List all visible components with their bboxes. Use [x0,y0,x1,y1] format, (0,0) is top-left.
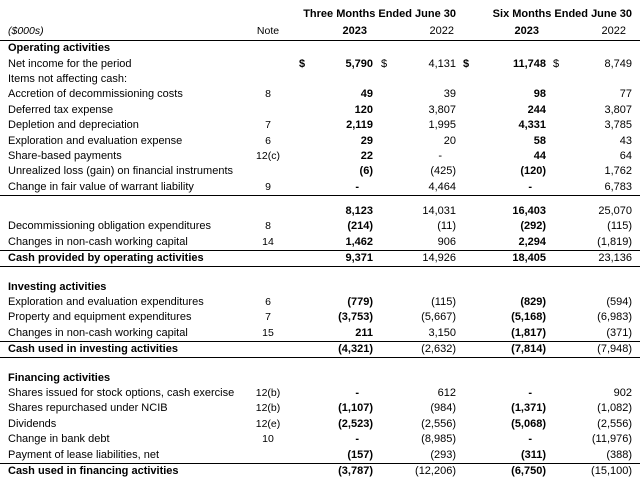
amount: (371) [606,326,633,339]
value-cell [378,149,460,164]
value-cell [296,41,378,57]
value-cell [378,180,460,196]
value-cell [460,386,550,401]
amount: 3,785 [604,119,633,132]
amount: 3,807 [428,103,457,116]
value-cell [460,370,550,385]
six-months-group-header: Six Months Ended June 30 [492,7,633,20]
amount: (2,632) [421,343,457,356]
amount: (1,819) [597,235,633,248]
amount: (4,321) [338,343,373,356]
table-row [0,251,640,267]
value-cell [296,342,378,358]
dollar-sign: $ [553,57,560,70]
value-cell [296,87,378,102]
table-row [0,279,640,294]
amount: 5,790 [345,57,373,70]
amount: 3,150 [428,326,457,339]
value-cell [378,87,460,102]
amount: 11,748 [512,57,547,70]
note-reference: 12(b) [255,402,281,415]
amount: (1,817) [511,326,547,339]
spacer-cell [0,267,640,280]
value-cell [378,432,460,447]
amount: (594) [606,296,633,309]
note-reference [240,204,296,219]
row-label: Operating activities [8,42,111,55]
value-cell [378,370,460,385]
row-label: Changes in non-cash working capital [0,235,240,251]
amount: 14,031 [422,205,457,218]
year-header-3m-2023: 2023 [296,22,378,41]
note-reference [240,463,296,479]
value-cell [378,56,460,71]
value-cell [378,41,460,57]
table-row [0,326,640,342]
value-cell [378,295,460,310]
note-reference: 7 [265,119,271,132]
table-row [0,310,640,325]
amount: (425) [430,165,457,178]
table-row [0,342,640,358]
value-cell [296,447,378,463]
amount: - [438,149,443,162]
amount: 14,926 [422,252,457,265]
value-cell [296,56,378,71]
value-cell [460,204,550,219]
value-cell [460,279,550,294]
value-cell [460,180,550,196]
table-row [0,370,640,385]
amount: (12,206) [415,464,457,477]
value-cell [296,72,378,87]
row-label: Shares repurchased under NCIB [8,402,168,415]
units-label: ($000s) [0,22,240,41]
amount: (7,948) [597,343,633,356]
spacer-row [0,195,640,204]
note-reference [240,279,296,294]
value-cell [378,447,460,463]
row-label: Shares issued for stock options, cash exercise [8,387,235,399]
value-cell [296,219,378,234]
row-label: Accretion of decommissioning costs [8,88,183,101]
amount: 23,136 [598,252,633,265]
value-cell [378,219,460,234]
value-cell [460,251,550,267]
value-cell [460,235,550,251]
row-label: Change in fair value of warrant liability [0,180,240,196]
amount: 4,464 [428,180,457,193]
amount: 9,371 [345,252,373,265]
header-spacer [0,6,240,22]
value-cell [296,133,378,148]
amount: (5,168) [511,311,547,324]
amount: 906 [437,235,457,248]
amount: (157) [347,448,373,461]
dollar-sign: $ [381,57,388,70]
amount: 4,131 [428,57,457,70]
amount: 77 [619,88,633,101]
amount: (3,753) [338,311,373,324]
three-months-group-header: Three Months Ended June 30 [303,7,457,20]
amount: - [355,180,359,193]
value-cell [550,180,640,196]
amount: (984) [430,402,457,415]
value-cell [550,41,640,57]
table-row [0,295,640,310]
amount: (115) [431,296,457,309]
amount: (829) [520,296,547,309]
value-cell [550,447,640,463]
amount: 902 [613,387,633,399]
value-cell [460,219,550,234]
amount: 16,403 [512,205,547,218]
value-cell [550,133,640,148]
table-row [0,56,640,71]
row-label: Depletion and depreciation [8,119,139,132]
value-cell [378,463,460,479]
amount: 4,331 [518,119,547,132]
value-cell [550,417,640,432]
note-reference [240,342,296,358]
value-cell [296,386,378,401]
value-cell [296,204,378,219]
note-reference: 14 [240,235,296,251]
note-reference: 8 [265,220,271,233]
table-row [0,164,640,179]
note-reference: 7 [265,311,271,324]
value-cell [378,235,460,251]
value-cell [460,432,550,447]
table-body [0,41,640,479]
note-reference [240,447,296,463]
table-row [0,401,640,416]
value-cell [460,310,550,325]
value-cell [296,118,378,133]
row-label: Exploration and evaluation expense [8,134,183,147]
table-row [0,386,640,401]
amount: - [355,387,359,399]
amount: (779) [347,296,373,309]
amount: (2,523) [338,417,373,430]
amount: (2,556) [421,417,457,430]
value-cell [296,432,378,447]
note-reference [240,251,296,267]
note-reference [240,41,296,57]
amount: 1,762 [604,165,633,178]
value-cell [460,118,550,133]
value-cell [550,463,640,479]
row-label: Property and equipment expenditures [8,311,192,324]
value-cell [378,401,460,416]
value-cell [296,326,378,342]
amount: 39 [443,88,457,101]
table-row [0,219,640,234]
note-reference [240,103,296,118]
note-column-header: Note [240,22,296,41]
value-cell [460,103,550,118]
value-cell [550,56,640,71]
value-cell [550,204,640,219]
amount: (1,371) [511,402,547,415]
value-cell [460,295,550,310]
value-cell [296,295,378,310]
note-reference: 6 [265,296,271,309]
value-cell [296,370,378,385]
spacer-cell [0,358,640,371]
amount: (120) [520,165,547,178]
amount: (3,787) [338,464,373,477]
value-cell [460,463,550,479]
value-cell [550,235,640,251]
value-cell [550,370,640,385]
row-label: Payment of lease liabilities, net [0,447,240,463]
row-label [0,204,240,219]
note-reference: 12(b) [255,387,281,399]
note-reference: 9 [240,180,296,196]
amount: 20 [443,134,457,147]
amount: (6) [359,165,373,178]
amount: 25,070 [598,205,633,218]
row-label: Share-based payments [8,149,122,162]
amount: 8,749 [604,57,633,70]
dollar-sign: $ [299,57,306,70]
value-cell [550,87,640,102]
spacer-row [0,267,640,280]
value-cell [378,118,460,133]
year-header-3m-2022: 2022 [378,22,460,41]
amount: (11) [437,220,457,233]
amount: 8,123 [345,205,373,218]
note-reference [240,164,296,179]
amount: (2,556) [597,417,633,430]
note-reference: 15 [240,326,296,342]
value-cell [550,342,640,358]
amount: 44 [533,149,547,162]
value-cell [378,279,460,294]
value-cell [460,72,550,87]
value-cell [460,417,550,432]
note-reference [240,72,296,87]
value-cell [550,295,640,310]
table-row [0,463,640,479]
amount: - [528,180,533,193]
amount: 18,405 [512,252,547,265]
value-cell [460,87,550,102]
row-label: Financing activities [8,371,111,384]
amount: 43 [619,134,633,147]
value-cell [378,310,460,325]
spacer-row [0,358,640,371]
amount: (5,068) [511,417,547,430]
value-cell [378,386,460,401]
amount: 98 [533,88,547,101]
value-cell [550,72,640,87]
row-label: Unrealized loss (gain) on financial instruments [8,165,233,178]
table-row [0,417,640,432]
value-cell [378,103,460,118]
period-group-header-row [0,6,640,22]
row-label: Investing activities [8,280,107,293]
table-row [0,72,640,87]
amount: 612 [437,387,457,399]
amount: 211 [355,326,373,339]
table-row [0,180,640,196]
value-cell [296,463,378,479]
dollar-sign: $ [463,57,470,70]
value-cell [550,149,640,164]
amount: - [528,433,533,446]
value-cell [550,219,640,234]
amount: (388) [606,448,633,461]
amount: 49 [360,88,373,101]
value-cell [460,41,550,57]
note-reference [240,56,296,71]
note-reference: 8 [265,88,271,101]
amount: 58 [533,134,547,147]
row-label: Exploration and evaluation expenditures [8,296,204,309]
row-label: Decommissioning obligation expenditures [8,220,212,233]
amount: 3,807 [604,103,633,116]
note-reference: 10 [262,433,274,446]
amount: 1,462 [345,235,373,248]
amount: (311) [520,448,547,461]
table-row [0,118,640,133]
value-cell [460,164,550,179]
year-header-6m-2022: 2022 [550,22,640,41]
amount: 2,294 [518,235,547,248]
amount: 244 [527,103,547,116]
table-row [0,87,640,102]
amount: (6,983) [597,311,633,324]
amount: 6,783 [604,180,633,193]
amount: (7,814) [511,343,547,356]
amount: - [355,433,359,446]
value-cell [550,164,640,179]
amount: 22 [360,149,373,162]
value-cell [550,103,640,118]
value-cell [296,251,378,267]
row-label: Items not affecting cash: [8,72,128,85]
amount: (214) [347,220,373,233]
amount: - [528,387,533,399]
row-label: Net income for the period [8,57,132,70]
amount: (1,107) [338,402,373,415]
value-cell [460,149,550,164]
amount: (6,750) [511,464,547,477]
value-cell [296,235,378,251]
note-reference: 6 [265,134,271,147]
column-header-row [0,22,640,41]
note-reference [240,370,296,385]
value-cell [296,103,378,118]
row-label: Change in bank debt [8,433,110,446]
table-row [0,41,640,57]
value-cell [378,417,460,432]
value-cell [550,401,640,416]
value-cell [460,133,550,148]
value-cell [296,401,378,416]
note-reference: 12(c) [256,149,280,162]
value-cell [296,164,378,179]
value-cell [460,342,550,358]
table-row [0,432,640,447]
amount: (292) [520,220,547,233]
table-row [0,149,640,164]
table-row [0,447,640,463]
cash-flow-statement-table [0,6,640,479]
amount: (115) [607,220,633,233]
value-cell [550,326,640,342]
value-cell [378,204,460,219]
amount: 29 [360,134,373,147]
value-cell [460,447,550,463]
value-cell [296,180,378,196]
value-cell [378,326,460,342]
value-cell [378,133,460,148]
value-cell [296,279,378,294]
value-cell [460,401,550,416]
amount: (11,976) [591,433,633,446]
row-label: Changes in non-cash working capital [0,326,240,342]
year-header-6m-2023: 2023 [460,22,550,41]
value-cell [296,310,378,325]
value-cell [550,432,640,447]
row-label: Cash used in investing activities [0,342,240,358]
value-cell [550,279,640,294]
value-cell [460,326,550,342]
value-cell [550,310,640,325]
row-label: Dividends [8,417,57,430]
table-row [0,103,640,118]
value-cell [378,342,460,358]
amount: 1,995 [428,119,457,132]
table-row [0,235,640,251]
spacer-cell [0,195,640,204]
note-reference: 12(e) [255,417,281,430]
amount: (293) [430,448,457,461]
amount: 120 [354,103,373,116]
amount: 2,119 [346,119,373,132]
table-row [0,133,640,148]
value-cell [296,417,378,432]
row-label: Deferred tax expense [8,103,114,116]
value-cell [378,72,460,87]
row-label: Cash used in financing activities [0,463,240,479]
table-row [0,204,640,219]
amount: (5,667) [421,311,457,324]
amount: (1,082) [597,402,633,415]
value-cell [378,164,460,179]
value-cell [550,118,640,133]
amount: (15,100) [591,464,633,477]
value-cell [378,251,460,267]
value-cell [550,251,640,267]
amount: 64 [619,149,633,162]
value-cell [460,56,550,71]
amount: (8,985) [421,433,457,446]
value-cell [296,149,378,164]
row-label: Cash provided by operating activities [0,251,240,267]
value-cell [550,386,640,401]
